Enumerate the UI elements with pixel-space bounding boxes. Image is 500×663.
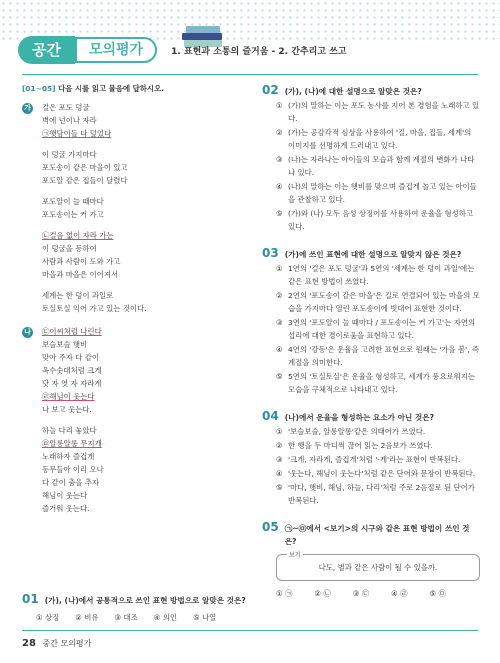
footer-divider <box>22 630 478 631</box>
choice-3[interactable]: ③ (나)는 자라나는 아이들의 모습과 함께 계절의 변화가 나타나 있다. <box>276 155 475 177</box>
poem-na <box>22 325 248 515</box>
question-title: ㉠~㉤에서 <보기>의 시구와 같은 표현 방법이 쓰인 것은? <box>284 524 470 546</box>
section-header <box>18 36 347 64</box>
header-tag-gonggan: 공간 <box>18 36 75 64</box>
bogi-box <box>276 554 480 581</box>
choice-2[interactable]: ② 한 행을 두 마디씩 끊어 읽는 2음보가 쓰였다. <box>276 441 433 450</box>
badge-ga: 가 <box>22 103 33 114</box>
question-title: (가)에 쓰인 표현에 대한 설명으로 알맞지 않은 것은? <box>284 250 462 259</box>
poem-line-marked: ㉢이씨처럼 나린다 <box>42 327 102 336</box>
choice-2[interactable]: ② 2연의 '포도송이 같은 마을'은 길로 연결되어 있는 마을의 모습을 가지마다 열린 포도송이에 빗대어 표현한 것이다. <box>276 291 480 313</box>
choice-5[interactable]: ⑤ 5연의 '토실토실'은 운율을 형성하고, 세계가 풍요로워지는 모습을 구체적으로 나타내고 있다. <box>276 372 476 394</box>
poem-line: 보슬보슬 햇비 <box>42 340 88 349</box>
question-number: 03 <box>262 246 279 260</box>
footer <box>22 638 91 649</box>
poem-line: 다 같이 춤을 추자 <box>42 478 100 487</box>
choice-2[interactable]: ② (가)는 공감각적 심상을 사용하여 '길, 마을, 집들, 세계'의 이미지를 선명하게 드러내고 있다. <box>276 128 472 150</box>
poem-line: 벽에 넌이나 자라 <box>42 116 97 125</box>
poem-line: 포도알이 늘 때마다 <box>42 197 104 206</box>
choice-5[interactable]: ⑤ 나열 <box>193 613 217 622</box>
question-04 <box>262 410 480 507</box>
poem-line-marked: ㉠햇담이들 다 덮었다 <box>42 129 112 138</box>
question-03 <box>262 247 480 396</box>
instruction-text: 다음 시를 읽고 물음에 답하시오. <box>58 84 165 93</box>
choice-2[interactable]: ② ㉡ <box>314 589 331 598</box>
choice-5[interactable]: ⑤ (가)와 (나) 모두 음성 상징어를 사용하여 운율을 형성하고 있다. <box>276 209 474 231</box>
choice-1[interactable]: ① 1연의 '걸은 포도 덩굴'과 5연의 '세계는 한 덩이 과일'에는 같은 표현 방법이 쓰였다. <box>276 264 475 286</box>
choice-4[interactable]: ④ ㉣ <box>391 589 408 598</box>
question-title: (가), (나)에서 공통적으로 쓰인 표현 방법으로 알맞은 것은? <box>44 596 246 605</box>
choice-5[interactable]: ⑤ ㉤ <box>429 589 446 598</box>
poem-line: 포도송이는 커 가고 <box>42 210 104 219</box>
instruction <box>22 82 248 95</box>
poem-line: 해님이 웃는다 <box>42 491 88 500</box>
instruction-range: [01~05] <box>22 84 56 93</box>
poem-line: 사람과 사람이 도와 가고 <box>42 257 121 266</box>
choice-2[interactable]: ② 비유 <box>75 613 99 622</box>
choice-3[interactable]: ③ 3연의 '포도알이 늘 때마다 / 포도송이는 커 가고'는 자연의 섭리에 대한 경이로움을 표현하고 있다. <box>276 318 476 340</box>
poem-line: 세계는 한 덩이 과일로 <box>42 291 114 300</box>
poem-line: 이 덩굴을 동하여 <box>42 244 97 253</box>
question-number: 05 <box>262 520 279 534</box>
poem-line: 하늘 다리 놓았다 <box>42 426 97 435</box>
poem-line: 나 보고 웃는다. <box>42 405 92 414</box>
question-02 <box>262 84 480 233</box>
choice-4[interactable]: ④ (나)의 말하는 이는 햇비를 맞으며 즐겁게 놀고 있는 아이들을 관찰하고 있다. <box>276 182 477 204</box>
question-number: 04 <box>262 409 279 423</box>
choice-3[interactable]: ③ '크게, 자라게, 즐겁게'처럼 '-게'라는 표현이 반복된다. <box>276 455 461 464</box>
choice-3[interactable]: ③ ㉢ <box>352 589 370 598</box>
question-05 <box>262 521 480 600</box>
poem-line-marked: ㉣해님이 웃는다 <box>42 392 95 401</box>
choice-1[interactable]: ① 상징 <box>36 613 60 622</box>
poem-line-marked: ㉡걸음 없이 자라 가는 <box>42 231 114 240</box>
choice-4[interactable]: ④ 의인 <box>153 613 178 622</box>
left-column <box>22 82 248 515</box>
poem-line: 맞아 주자 다 같이 <box>42 353 100 362</box>
poem-line: 토실토실 익어 가고 있는 것이다. <box>42 304 147 313</box>
footer-label: 중간 모의평가 <box>42 639 92 648</box>
poem-line: 이 덩굴 가지마다 <box>42 150 97 159</box>
poem-line: 닷 자 엿 자 자라게 <box>42 379 102 388</box>
choice-4[interactable]: ④ '웃는다, 해님이 웃는다'처럼 같은 단어와 문장이 반복된다. <box>276 469 476 478</box>
poem-ga <box>22 101 248 315</box>
poem-line: 노래하자 즐겁게 <box>42 452 95 461</box>
header-divider <box>22 74 478 75</box>
poem-line: 포도송이 같은 마을이 있고 <box>42 163 128 172</box>
header-tag-mock-test: 모의평가 <box>75 37 157 63</box>
choice-3[interactable]: ③ 대조 <box>114 613 138 622</box>
right-column <box>262 82 480 614</box>
choice-1[interactable]: ① ㉠ <box>276 589 293 598</box>
bogi-text: 나도, 별과 같은 사람이 될 수 있을까. <box>318 563 438 572</box>
poem-line: 걸은 포도 덩굴 <box>42 103 90 112</box>
choice-1[interactable]: ① (가)의 말하는 이는 포도 농사를 지어 본 경험을 노래하고 있다. <box>276 101 480 123</box>
choice-1[interactable]: ① '보슬보슬, 알롱알롱'같은 의태어가 쓰였다. <box>276 427 426 436</box>
poem-line: 마을과 마을은 이어져서 <box>42 270 119 279</box>
question-title: (나)에서 운율을 형성하는 요소가 아닌 것은? <box>284 413 434 422</box>
poem-line: 즐거워 웃는다. <box>42 504 90 513</box>
badge-na: 나 <box>22 327 33 338</box>
choice-4[interactable]: ④ 4연의 '강동'은 운율을 고려한 표현으로 원래는 '가을 봄', 즉 계절을 의미한다. <box>276 345 480 367</box>
poem-line: 동무들아 이리 오나 <box>42 465 104 474</box>
question-01 <box>22 590 248 623</box>
poem-line: 포도알 같은 집들이 달렸다 <box>42 176 128 185</box>
header-title: 1. 표현과 소통의 즐거움 - 2. 간추리고 쓰고 <box>171 46 347 57</box>
poem-line: 옥수숫대처럼 크게 <box>42 366 102 375</box>
dotted-banner <box>0 0 500 40</box>
poem-line-marked: ㉤알롱알롱 무지개 <box>42 439 102 448</box>
choice-5[interactable]: ⑤ '마다, 햇비, 해님, 하늘, 다리'처럼 주로 2음절로 된 단어가 반복된다. <box>276 483 475 505</box>
question-title: (가), (나)에 대한 설명으로 알맞은 것은? <box>284 87 422 96</box>
question-number: 02 <box>262 83 279 97</box>
bogi-label: 보기 <box>287 549 303 562</box>
question-number: 01 <box>22 592 39 606</box>
page-number: 28 <box>22 638 36 649</box>
